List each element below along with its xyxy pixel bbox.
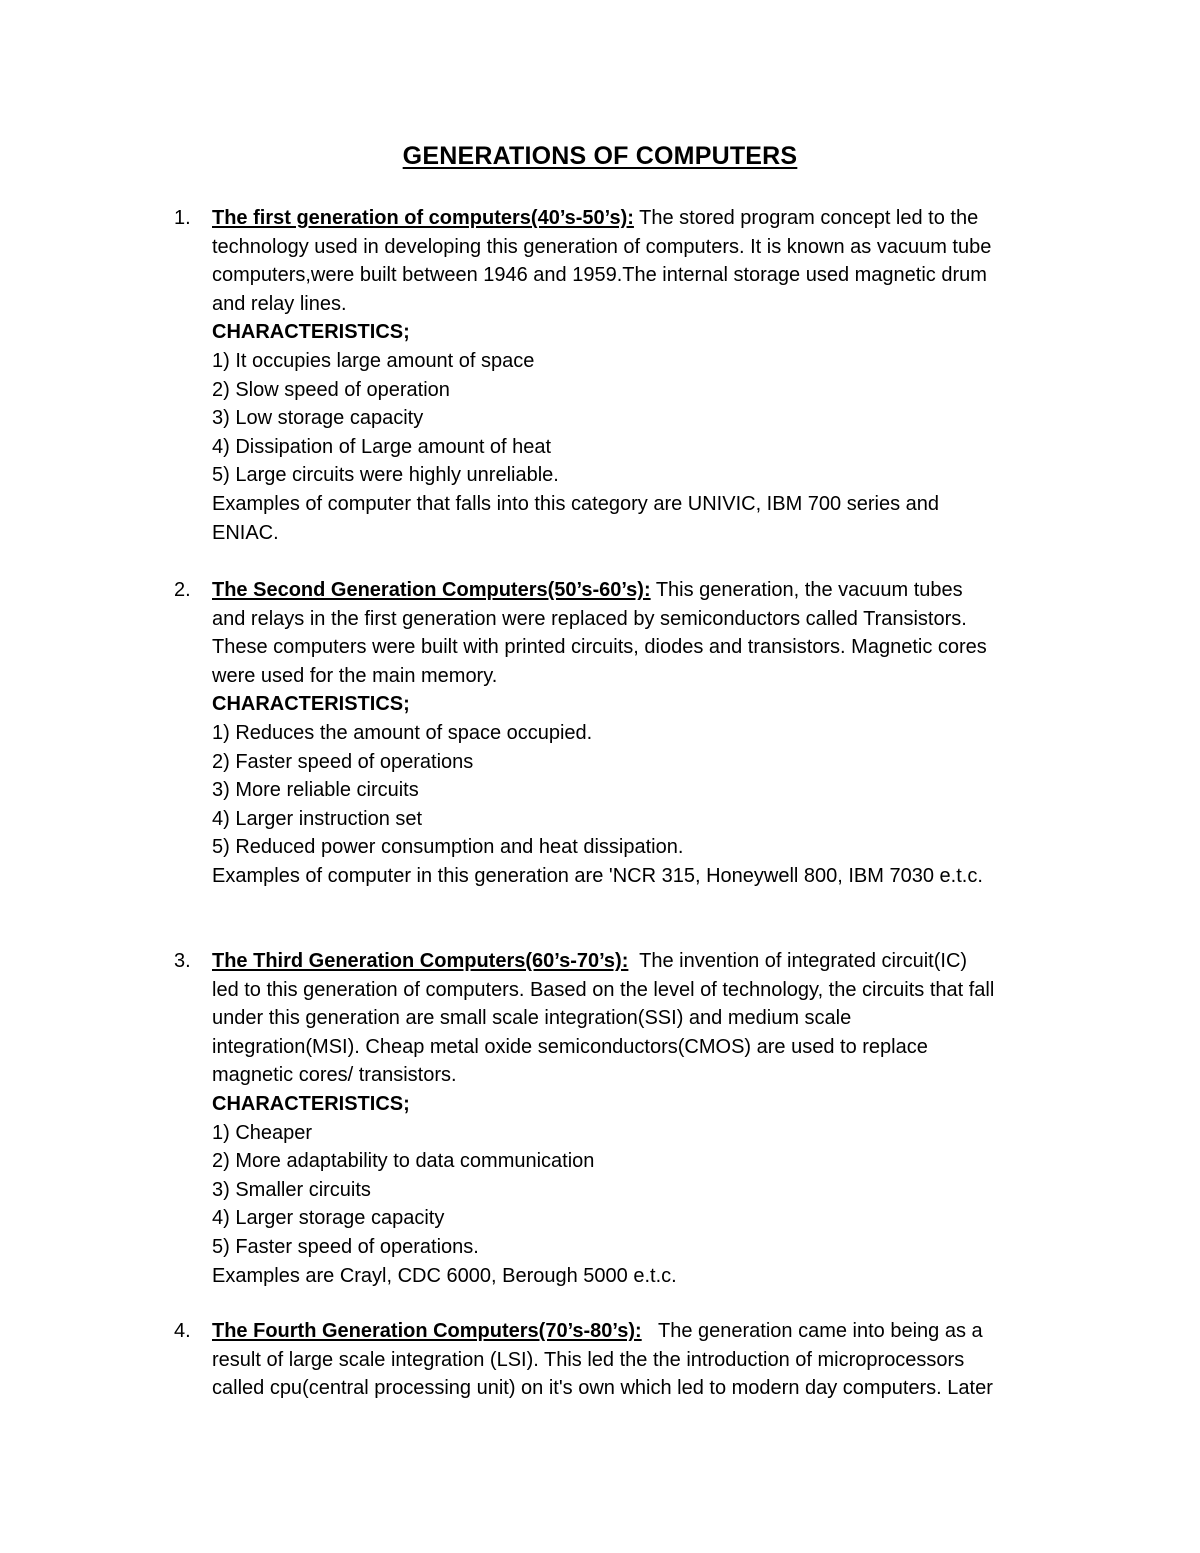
intro-text: The invention of integrated circuit(IC) [628, 950, 968, 972]
intro-text: and relay lines. [212, 292, 347, 315]
section-intro-line [212, 204, 1072, 233]
intro-text: called cpu(central processing unit) on it's own which led to modern day computers. Later [212, 1377, 993, 1400]
section-heading: The Second Generation Computers(50’s-60’s): [212, 579, 651, 601]
intro-text: result of large scale integration (LSI). This led the the introduction of microprocessors [212, 1348, 965, 1371]
section-intro-line [212, 947, 1072, 976]
section-heading: The Fourth Generation Computers(70’s-80’s): [212, 1320, 642, 1342]
characteristic-item: 2) More adaptability to data communication [212, 1150, 595, 1173]
characteristic-item: 4) Larger storage capacity [212, 1207, 445, 1230]
section-number: 4. [174, 1320, 191, 1342]
intro-text: under this generation are small scale integration(SSI) and medium scale [212, 1007, 852, 1030]
characteristic-item: 3) More reliable circuits [212, 779, 419, 802]
section-intro-line [212, 576, 1072, 605]
characteristic-item: 2) Slow speed of operation [212, 378, 450, 401]
characteristic-item: 4) Larger instruction set [212, 807, 423, 830]
examples-text: Examples are Crayl, CDC 6000, Berough 5000 e.t.c. [212, 1264, 677, 1287]
characteristic-item: 1) It occupies large amount of space [212, 349, 535, 372]
characteristic-item: 2) Faster speed of operations [212, 750, 474, 773]
section-body [212, 1317, 1072, 1403]
examples-text: ENIAC. [212, 521, 279, 544]
characteristic-item: 3) Smaller circuits [212, 1178, 371, 1201]
characteristic-item: 5) Faster speed of operations. [212, 1235, 479, 1258]
characteristic-item: 1) Reduces the amount of space occupied. [212, 721, 593, 744]
examples-text: Examples of computer in this generation are 'NCR 315, Honeywell 800, IBM 7030 e.t.c. [212, 864, 983, 887]
intro-text: These computers were built with printed circuits, diodes and transistors. Magnetic cores [212, 636, 987, 659]
characteristic-item: 5) Large circuits were highly unreliable. [212, 464, 559, 487]
section-number: 1. [174, 207, 191, 229]
intro-text: This generation, the vacuum tubes [650, 579, 963, 601]
intro-text: integration(MSI). Cheap metal oxide semiconductors(CMOS) are used to replace [212, 1035, 928, 1058]
characteristic-item: 5) Reduced power consumption and heat dissipation. [212, 836, 684, 859]
intro-text: technology used in developing this generation of computers. It is known as vacuum tube [212, 235, 992, 258]
intro-text: computers,were built between 1946 and 1959.The internal storage used magnetic drum [212, 264, 987, 287]
characteristic-item: 4) Dissipation of Large amount of heat [212, 435, 552, 458]
section-number: 3. [174, 950, 191, 972]
intro-text: The stored program concept led to the [633, 207, 979, 229]
section-body [212, 947, 1072, 1290]
characteristic-item: 3) Low storage capacity [212, 407, 424, 430]
section-body [212, 576, 1072, 891]
intro-text: were used for the main memory. [212, 664, 498, 687]
examples-text: Examples of computer that falls into this category are UNIVIC, IBM 700 series and [212, 492, 939, 515]
characteristic-item: 1) Cheaper [212, 1121, 313, 1144]
section-number: 2. [174, 579, 191, 601]
characteristics-title: CHARACTERISTICS; [212, 321, 410, 344]
intro-text: and relays in the first generation were replaced by semiconductors called Transistors. [212, 607, 967, 630]
section-heading: The first generation of computers(40’s-50’s): [212, 207, 634, 229]
section-heading: The Third Generation Computers(60’s-70’s): [212, 950, 629, 972]
section-intro-line [212, 1317, 1072, 1346]
intro-text: The generation came into being as a [641, 1320, 983, 1342]
characteristics-title: CHARACTERISTICS; [212, 693, 410, 716]
intro-text: led to this generation of computers. Based on the level of technology, the circuits that fall [212, 978, 995, 1001]
section-body [212, 204, 1072, 547]
document-title: GENERATIONS OF COMPUTERS [402, 142, 798, 170]
intro-text: magnetic cores/ transistors. [212, 1064, 457, 1087]
characteristics-title: CHARACTERISTICS; [212, 1092, 410, 1115]
